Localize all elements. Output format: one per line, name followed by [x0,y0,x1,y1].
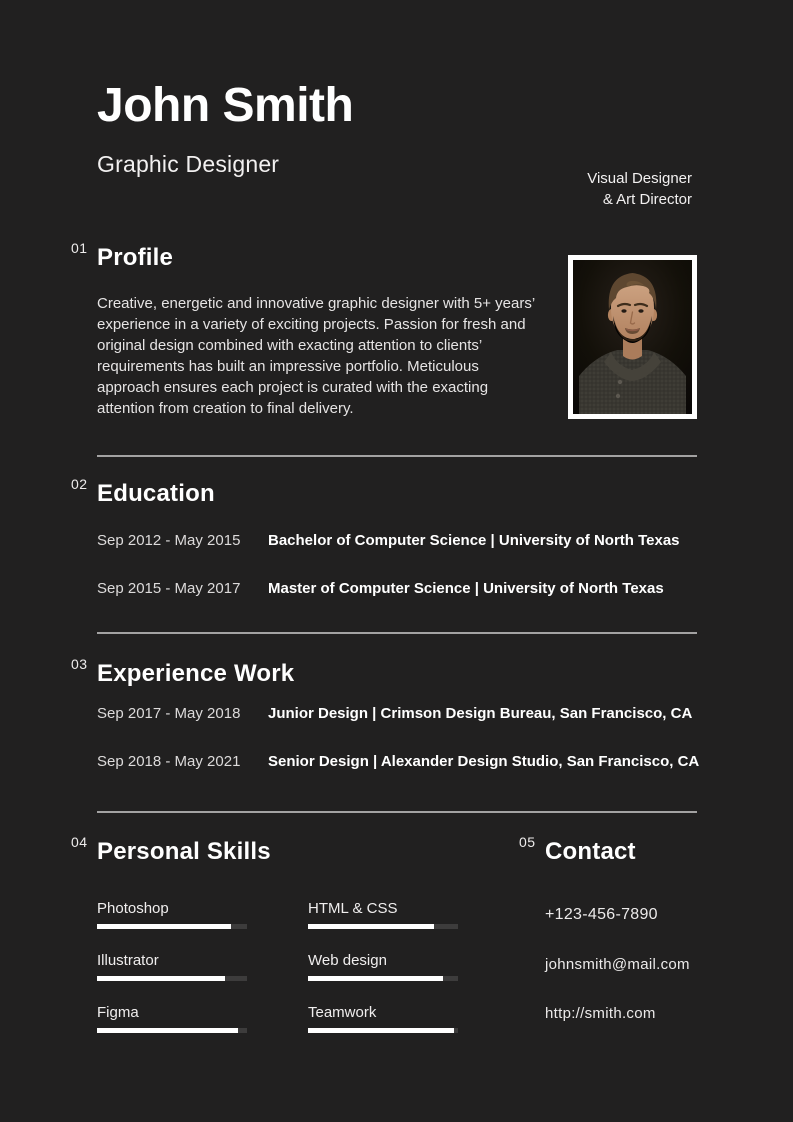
contact-website: http://smith.com [545,1005,656,1022]
skill-bar-track [97,976,247,981]
divider [97,455,697,457]
divider [97,811,697,813]
skill-bar-fill [97,976,225,981]
skills-section [71,834,458,1056]
header-tagline [587,168,692,210]
skill-bar-fill [308,1028,454,1033]
skill-item [97,952,247,981]
skills-column-right [308,900,458,1056]
skill-label: HTML & CSS [308,900,398,917]
tagline-line-1: Visual Designer [587,170,692,187]
experience-row [97,705,699,723]
education-section [71,476,680,628]
section-number-skills: 04 [71,834,88,850]
profile-section [71,240,544,419]
skill-item [308,952,458,981]
section-heading-experience: Experience Work [97,660,295,687]
skill-item [308,900,458,929]
row-title: Bachelor of Computer Science | University of North Texas [268,532,680,549]
skill-bar-fill [308,976,443,981]
education-row [97,580,680,598]
skill-bar-track [308,976,458,981]
row-title: Senior Design | Alexander Design Studio, San Francisco, CA [268,753,700,770]
row-dates: Sep 2018 - May 2021 [97,753,241,770]
contact-phone: +123-456-7890 [545,906,658,923]
skill-bar-track [308,1028,458,1033]
skill-label: Web design [308,952,387,969]
tagline-line-2: & Art Director [602,191,692,208]
section-heading-skills: Personal Skills [97,838,271,865]
portrait-photo [568,255,697,419]
education-row [97,532,680,550]
skill-bar-track [308,924,458,929]
portrait-photo-illustration [573,260,692,414]
skill-bar-fill [97,924,231,929]
section-number-profile: 01 [71,240,88,256]
experience-row [97,753,699,771]
skills-column-left [97,900,247,1056]
skill-item [308,1004,458,1033]
section-heading-profile: Profile [97,244,174,271]
section-number-experience: 03 [71,656,88,672]
skill-item [97,900,247,929]
skill-label: Illustrator [97,952,159,969]
contact-email: johnsmith@mail.com [545,956,690,973]
experience-section [71,656,700,801]
row-dates: Sep 2017 - May 2018 [97,705,241,722]
skill-item [97,1004,247,1033]
profile-paragraph: Creative, energetic and innovative graphic designer with 5+ years’ experience in a variety of exciting projects. Passion for fresh and original design combined with exacting attention to clients’ requirements has built an impressive portfolio. Meticulous approach ensures each project is curated with the exacting attention from creation to final delivery. [97,295,535,417]
skill-bar-track [97,924,247,929]
skill-bar-track [97,1028,247,1033]
section-heading-contact: Contact [545,838,636,865]
skill-label: Figma [97,1004,139,1021]
skill-label: Teamwork [308,1004,377,1021]
contact-section [519,834,690,1054]
section-number-education: 02 [71,476,88,492]
skill-label: Photoshop [97,900,169,917]
row-title: Master of Computer Science | University of North Texas [268,580,664,597]
skill-bar-fill [308,924,434,929]
row-dates: Sep 2012 - May 2015 [97,532,241,549]
section-heading-education: Education [97,480,215,507]
row-title: Junior Design | Crimson Design Bureau, San Francisco, CA [268,705,693,722]
person-name: John Smith [97,79,354,132]
row-dates: Sep 2015 - May 2017 [97,580,241,597]
skill-bar-fill [97,1028,238,1033]
section-number-contact: 05 [519,834,536,850]
person-job-title: Graphic Designer [97,151,280,177]
divider [97,632,697,634]
